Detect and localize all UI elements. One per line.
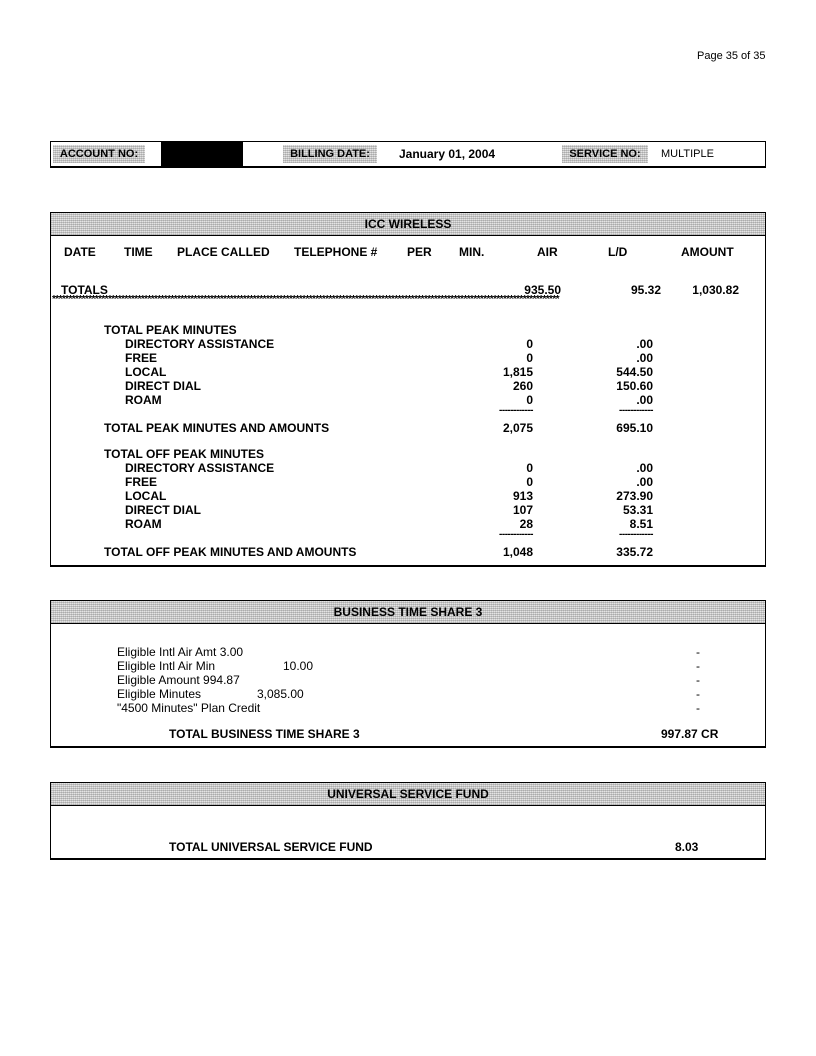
offpeak-row-amount: .00 [636, 475, 653, 489]
offpeak-row-label: FREE [125, 475, 158, 489]
peak-amt-dash: ------------ [619, 405, 653, 416]
offpeak-row-min: 0 [526, 461, 533, 475]
column-header-telephone: TELEPHONE # [294, 245, 378, 259]
bts-row-dash: - [696, 701, 700, 715]
totals-ld: 95.32 [630, 283, 661, 297]
billing-date-value: January 01, 2004 [399, 147, 496, 161]
billing-date-label: BILLING DATE: [283, 145, 377, 163]
column-header-amount: AMOUNT [681, 245, 734, 259]
offpeak-total-min: 1,048 [502, 545, 533, 559]
bts-total-value: 997.87 CR [661, 727, 719, 741]
column-header-place-called: PLACE CALLED [177, 245, 270, 259]
column-header-date: DATE [64, 245, 96, 259]
bts-row-label: Eligible Minutes [117, 687, 202, 701]
offpeak-row-amount: 273.90 [616, 489, 653, 503]
service-no-label: SERVICE NO: [562, 145, 648, 163]
account-header [50, 141, 766, 168]
offpeak-row-label: LOCAL [125, 489, 167, 503]
offpeak-row-min: 28 [519, 517, 533, 531]
bts-row-label: Eligible Intl Air Min [117, 659, 216, 673]
usf-total-label: TOTAL UNIVERSAL SERVICE FUND [169, 840, 373, 854]
peak-row-label: LOCAL [125, 365, 167, 379]
peak-total-amount: 695.10 [616, 421, 653, 435]
account-no-label: ACCOUNT NO: [53, 145, 145, 163]
business-time-share-title: BUSINESS TIME SHARE 3 [51, 601, 765, 624]
icc-wireless-section [50, 212, 766, 567]
peak-min-dash: ------------ [499, 405, 533, 416]
peak-row-min: 260 [512, 379, 533, 393]
peak-row-amount: .00 [636, 393, 653, 407]
peak-row-label: FREE [125, 351, 158, 365]
universal-service-fund-section [50, 782, 766, 860]
bts-row-label: "4500 Minutes" Plan Credit [117, 701, 261, 715]
offpeak-row-min: 107 [512, 503, 533, 517]
offpeak-row-label: DIRECT DIAL [125, 503, 201, 517]
offpeak-total-label: TOTAL OFF PEAK MINUTES AND AMOUNTS [104, 545, 357, 559]
totals-label: TOTALS [61, 283, 108, 297]
peak-total-label: TOTAL PEAK MINUTES AND AMOUNTS [104, 421, 330, 435]
offpeak-amt-dash: ------------ [619, 529, 653, 540]
bts-row-value: 3,085.00 [257, 687, 304, 701]
peak-row-min: 1,815 [502, 365, 533, 379]
offpeak-row-amount: .00 [636, 461, 653, 475]
page-number: Page 35 of 35 [697, 50, 766, 62]
usf-total-value: 8.03 [675, 840, 699, 854]
column-header-min: MIN. [459, 245, 485, 259]
icc-wireless-title: ICC WIRELESS [51, 213, 765, 236]
peak-row-label: ROAM [125, 393, 162, 407]
peak-row-min: 0 [526, 351, 533, 365]
totals-air: 935.50 [524, 283, 561, 297]
bts-row-value: 10.00 [283, 659, 314, 673]
offpeak-row-amount: 53.31 [622, 503, 653, 517]
bts-row-dash: - [696, 687, 700, 701]
peak-row-amount: 544.50 [616, 365, 653, 379]
peak-row-label: DIRECTORY ASSISTANCE [125, 337, 275, 351]
bts-row-dash: - [696, 659, 700, 673]
account-number-redacted [161, 142, 243, 166]
totals-amount: 1,030.82 [692, 283, 739, 297]
offpeak-row-min: 0 [526, 475, 533, 489]
universal-service-fund-title: UNIVERSAL SERVICE FUND [51, 783, 765, 806]
offpeak-total-amount: 335.72 [616, 545, 653, 559]
peak-row-min: 0 [526, 337, 533, 351]
peak-row-min: 0 [526, 393, 533, 407]
column-header-air: AIR [537, 245, 558, 259]
business-time-share-section [50, 600, 766, 748]
bts-row-dash: - [696, 645, 700, 659]
bts-total-label: TOTAL BUSINESS TIME SHARE 3 [169, 727, 360, 741]
offpeak-min-dash: ------------ [499, 529, 533, 540]
peak-total-min: 2,075 [502, 421, 533, 435]
bts-row-label: Eligible Amount 994.87 [117, 673, 240, 687]
separator-stars: ********************************************************************************************************************************************************** [52, 295, 559, 305]
offpeak-row-label: DIRECTORY ASSISTANCE [125, 461, 275, 475]
service-no-value: MULTIPLE [661, 148, 714, 160]
peak-row-amount: .00 [636, 337, 653, 351]
peak-header: TOTAL PEAK MINUTES [104, 323, 237, 337]
peak-row-amount: 150.60 [616, 379, 653, 393]
column-header-ld: L/D [608, 245, 628, 259]
offpeak-row-min: 913 [512, 489, 533, 503]
offpeak-header: TOTAL OFF PEAK MINUTES [104, 447, 265, 461]
peak-row-label: DIRECT DIAL [125, 379, 201, 393]
column-header-per: PER [407, 245, 432, 259]
offpeak-row-label: ROAM [125, 517, 162, 531]
bts-row-label: Eligible Intl Air Amt 3.00 [117, 645, 244, 659]
bts-row-dash: - [696, 673, 700, 687]
offpeak-row-amount: 8.51 [629, 517, 653, 531]
peak-row-amount: .00 [636, 351, 653, 365]
column-header-time: TIME [124, 245, 153, 259]
